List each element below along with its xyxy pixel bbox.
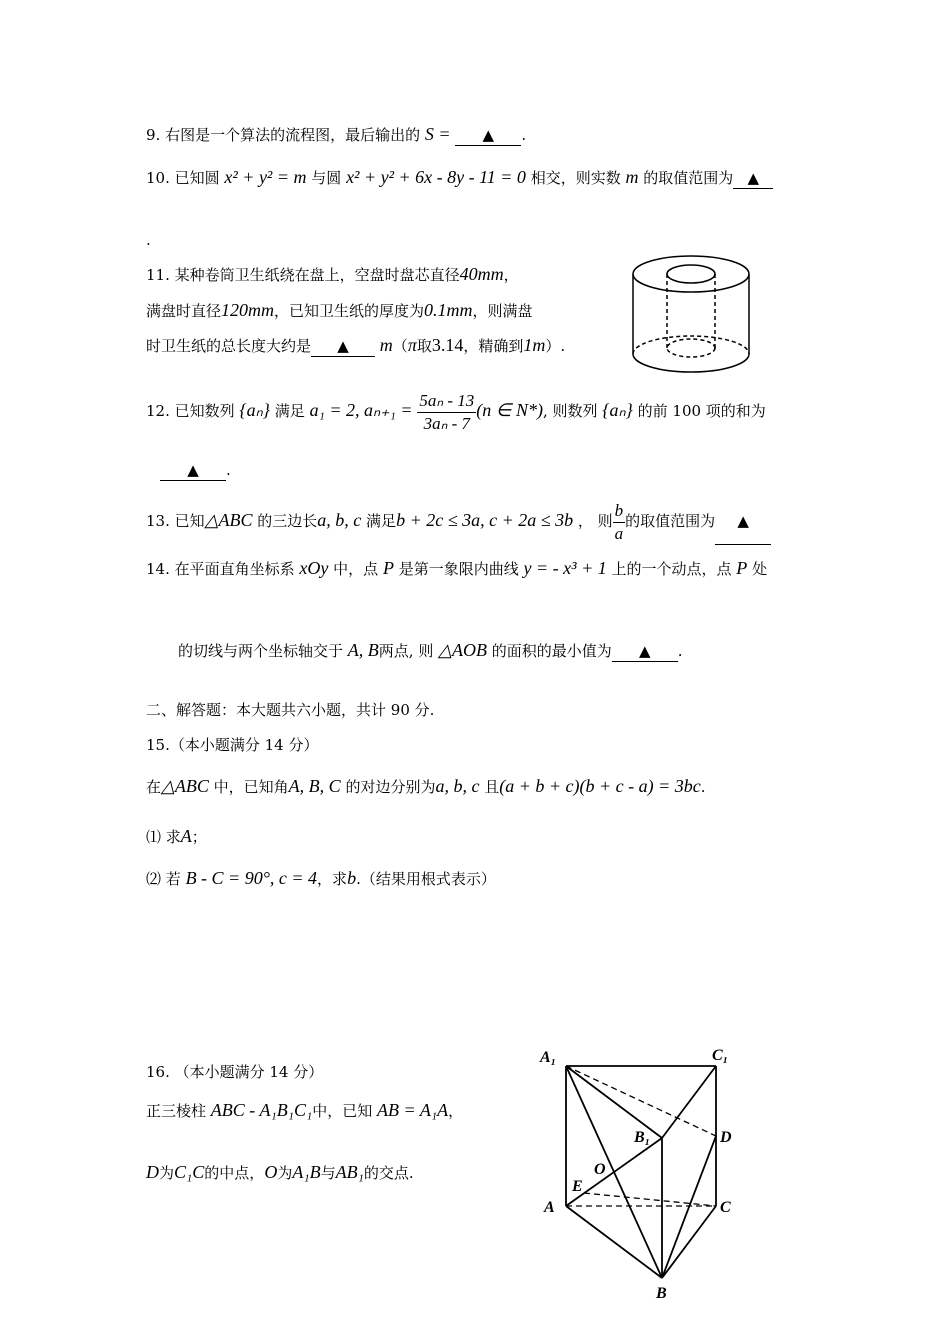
q15-text-3: 的对边分别为 (345, 778, 436, 796)
q13-fraction (613, 500, 626, 545)
q9-end: . (521, 126, 527, 144)
q16-point-d: D (146, 1162, 159, 1182)
paper-roll-figure (628, 250, 754, 380)
seg-ec-hidden (584, 1193, 716, 1206)
roll-inner-bottom (667, 339, 715, 357)
q10-text-2: 与圆 (311, 169, 342, 187)
q15-condition: (a + b + c)(b + c - a) = 3bc (499, 776, 701, 796)
q10-answer-blank: ▲ (733, 168, 773, 189)
q14-text-5: 处 (752, 560, 768, 578)
label-c: C (720, 1199, 731, 1216)
edge-a1b1 (566, 1066, 662, 1138)
q16-text-3: ， (448, 1102, 464, 1120)
prism-figure (536, 1040, 746, 1302)
q14-text-4: 上的一个动点，点 (611, 560, 732, 578)
q10-line (146, 167, 773, 189)
q15-end: . (700, 778, 706, 796)
q15-part-1-math: A (180, 826, 192, 846)
q12-line (146, 387, 766, 435)
q14-answer-blank: ▲ (612, 641, 678, 662)
q16-line-2 (146, 1162, 414, 1183)
q16-condition: AB = A₁A (377, 1100, 449, 1120)
edge-b1c1 (662, 1066, 716, 1138)
q10-var-m: m (625, 167, 639, 187)
q9-text: 9. 右图是一个算法的流程图，最后输出的 (146, 126, 421, 144)
q15-part-1-end: ； (191, 828, 207, 846)
q11-text-2b: ，已知卫生纸的厚度为 (274, 302, 425, 320)
q14-curve: y = - x³ + 1 (523, 558, 607, 578)
q11-text-3c: 取 (416, 337, 432, 355)
q16-segment-a1b: A₁B (292, 1162, 321, 1182)
q12-denominator: 3aₙ - 7 (423, 413, 471, 433)
q14-end: . (677, 642, 683, 660)
q15-angles: A, B, C (288, 776, 341, 796)
q15-text-1: 在 (146, 778, 162, 796)
q16-text-2: 中，已知 (312, 1102, 373, 1120)
q16-text-7: 与 (320, 1164, 336, 1182)
q11-text-2: 满盘时直径 (146, 302, 222, 320)
q14-point-p-2: P (736, 558, 748, 578)
q14-points-ab: A, B (347, 640, 379, 660)
q15-part-2-math: B - C = 90°, c = 4 (185, 868, 318, 888)
q14-triangle-aob: △AOB (438, 640, 487, 660)
q14-text-7: 两点, 则 (378, 642, 434, 660)
q14-text-3: 是第一象限内曲线 (398, 560, 519, 578)
q12-answer-blank: ▲ (160, 460, 226, 481)
edge-ab (566, 1206, 662, 1278)
q15-line-1 (146, 776, 706, 797)
q11-paren-open: （ (392, 337, 408, 355)
q14-line-2 (178, 640, 683, 662)
q13-text-5: 的取值范围为 (625, 512, 716, 530)
q14-system: xOy (299, 558, 329, 578)
q13-text-2: 的三边长 (257, 512, 318, 530)
q16-text-4: 为 (159, 1164, 175, 1182)
q15-part-1-text: ⑴ 求 (146, 828, 181, 846)
q16-text-5: 的中点， (204, 1164, 265, 1182)
roll-outer-bottom-back (633, 336, 749, 354)
edge-bc (662, 1206, 716, 1278)
label-a: A (544, 1199, 555, 1216)
q12-recurrence: a₁ = 2, aₙ₊₁ = (309, 400, 413, 420)
q12-domain: (n ∈ N*) (476, 400, 543, 420)
q13-text-3: 满足 (366, 512, 397, 530)
q11-line-1 (146, 264, 519, 285)
q12-text-2: 满足 (274, 402, 305, 420)
q13-text-4: ， 则 (577, 512, 613, 530)
q11-precision: 1m (523, 335, 546, 355)
q14-text-6: 的切线与两个坐标轴交于 (178, 642, 344, 660)
q13-conditions: b + 2c ≤ 3a, c + 2a ≤ 3b (396, 510, 574, 530)
section-2-heading: 二、解答题：本大题共六小题，共计 90 分. (146, 701, 435, 719)
q15-part-2-text: ⑵ 若 (146, 870, 181, 888)
q11-text-2c: ，则满盘 (472, 302, 533, 320)
q12-numerator: 5aₙ - 13 (417, 390, 476, 413)
q12-seq: {aₙ} (239, 400, 270, 420)
q12-answer-line (160, 460, 231, 481)
q10-circle-1: x² + y² = m (224, 167, 307, 187)
q16-segment-c1c: C₁C (174, 1162, 205, 1182)
q15-text-2: 中，已知角 (213, 778, 289, 796)
q12-text-4: 的前 100 项的和为 (637, 402, 766, 420)
seg-bd (662, 1136, 716, 1278)
q13-triangle: △ABC (204, 510, 253, 530)
q11-pi-value: 3.14 (431, 335, 464, 355)
label-b1: B₁ (634, 1129, 651, 1146)
q11-line-3 (146, 335, 565, 357)
roll-outer-top (633, 256, 749, 292)
label-a1: A₁ (540, 1049, 557, 1066)
q15-part-2-text-b: ，求 (317, 870, 348, 888)
q13-answer-blank: ▲ (715, 498, 771, 545)
q16-point-o: O (264, 1162, 278, 1182)
q9-line (146, 124, 526, 146)
q11-text-3e: ）. (545, 337, 566, 355)
q14-line-1 (146, 558, 767, 579)
q13-line (146, 497, 771, 545)
q16-text-8: 的交点. (363, 1164, 414, 1182)
roll-outer-bottom-front (633, 354, 749, 372)
label-o: O (594, 1161, 606, 1178)
seg-a1d-hidden (566, 1066, 716, 1136)
q11-pi: π (407, 335, 417, 355)
q12-seq-2: {aₙ} (602, 400, 633, 420)
q11-unit-m: m (379, 335, 393, 355)
q16-line-1 (146, 1100, 463, 1121)
label-b: B (656, 1285, 667, 1302)
q10-text-3: 相交，则实数 (530, 169, 621, 187)
q16-text-6: 为 (277, 1164, 293, 1182)
roll-inner-top (667, 265, 715, 283)
q16-text-1: 正三棱柱 (146, 1102, 207, 1120)
q14-text-8: 的面积的最小值为 (491, 642, 612, 660)
q9-math: S = (424, 124, 451, 144)
q12-text-1: 12. 已知数列 (146, 402, 235, 420)
label-c1: C₁ (712, 1047, 729, 1064)
q13-text-1: 13. 已知 (146, 512, 205, 530)
q10-text-1: 10. 已知圆 (146, 169, 220, 187)
label-e: E (572, 1178, 583, 1195)
q14-text-1: 14. 在平面直角坐标系 (146, 560, 295, 578)
q15-sides: a, b, c (435, 776, 480, 796)
q16-header: 16. （本小题满分 14 分） (146, 1063, 324, 1081)
q10-text-4: 的取值范围为 (643, 169, 734, 187)
q15-text-4: 且 (484, 778, 500, 796)
q15-part-2-var-b: b (347, 868, 357, 888)
q15-triangle: △ABC (161, 776, 209, 796)
q11-text-3d: ，精确到 (463, 337, 524, 355)
q10-dot: . (146, 231, 151, 249)
q15-part-1 (146, 826, 207, 847)
q15-part-2 (146, 868, 496, 889)
q15-part-2-end: .（结果用根式表示） (356, 870, 496, 888)
q11-full-diameter: 120mm (221, 300, 275, 320)
q11-text-1: 11. 某种卷筒卫生纸绕在盘上，空盘时盘芯直径 (146, 266, 460, 284)
label-d: D (720, 1129, 732, 1146)
q11-text-1b: ， (503, 266, 519, 284)
q9-answer-blank: ▲ (455, 125, 521, 146)
q12-text-3: , 则数列 (542, 402, 598, 420)
q10-circle-2: x² + y² + 6x - 8y - 11 = 0 (346, 167, 526, 187)
q11-text-3: 时卫生纸的总长度大约是 (146, 337, 312, 355)
q13-denominator: a (614, 523, 624, 543)
q16-segment-ab1: AB₁ (335, 1162, 364, 1182)
q15-header: 15.（本小题满分 14 分） (146, 736, 319, 754)
q12-end: . (226, 461, 231, 479)
q11-answer-blank: ▲ (311, 336, 375, 357)
q13-sides: a, b, c (317, 510, 362, 530)
q14-point-p: P (382, 558, 394, 578)
q11-thickness: 0.1mm (424, 300, 473, 320)
q12-fraction (417, 390, 476, 435)
q13-numerator: b (613, 500, 626, 523)
q11-core-diameter: 40mm (459, 264, 504, 284)
q11-line-2 (146, 300, 533, 321)
q14-text-2: 中，点 (333, 560, 379, 578)
q16-prism: ABC - A₁B₁C₁ (210, 1100, 313, 1120)
